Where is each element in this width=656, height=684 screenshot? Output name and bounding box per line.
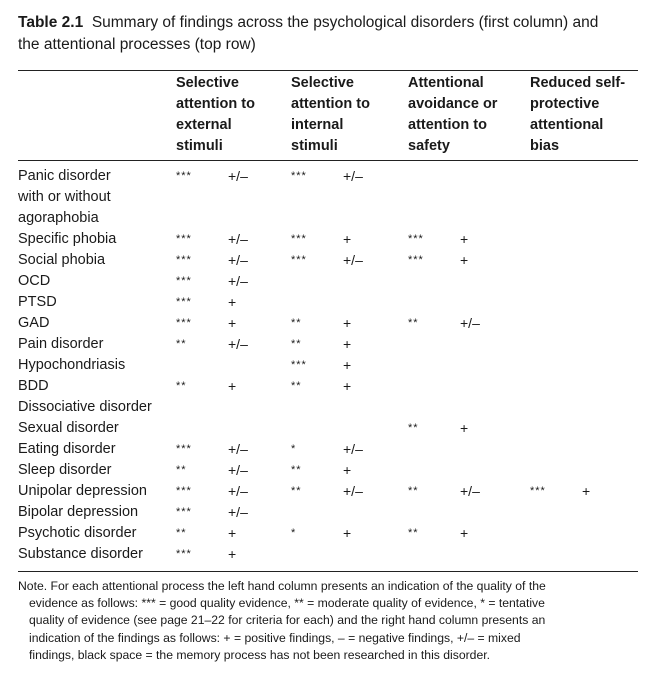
caption-line-2: the attentional processes (top row) [18, 36, 256, 53]
finding-cell: +/– [228, 336, 248, 352]
row-label-line: Specific phobia [18, 231, 117, 247]
row-label [18, 229, 116, 250]
row-label-line: Pain disorder [18, 336, 104, 352]
finding-cell: +/– [228, 504, 248, 520]
table-caption [18, 12, 638, 56]
row-label [18, 250, 105, 271]
finding-cell: + [343, 357, 352, 373]
row-label-line: Substance disorder [18, 546, 143, 562]
row-label-line: Dissociative disorder [18, 399, 152, 415]
finding-cell: + [343, 525, 352, 541]
finding-cell: +/– [228, 231, 248, 247]
finding-cell: +/– [228, 273, 248, 289]
evidence-quality-cell: *** [291, 233, 307, 245]
note-line: evidence as follows: *** = good quality evidence, ** = moderate quality of evidence, * = tentative [29, 596, 545, 611]
bottom-rule [18, 571, 638, 572]
finding-cell: + [343, 462, 352, 478]
evidence-quality-cell: *** [176, 317, 192, 329]
evidence-quality-cell: *** [291, 170, 307, 182]
row-label [18, 460, 112, 481]
finding-cell: + [343, 315, 352, 331]
column-header [408, 73, 497, 157]
column-header-line: protective [530, 96, 600, 112]
row-label-line: Psychotic disorder [18, 525, 137, 541]
finding-cell: + [582, 483, 591, 499]
evidence-quality-cell: ** [408, 317, 419, 329]
finding-cell: + [228, 315, 237, 331]
row-label [18, 355, 125, 376]
column-header-line: attention to [408, 117, 487, 133]
note-line: quality of evidence (see page 21–22 for criteria for each) and the right hand column presents an [29, 613, 546, 628]
column-header-line: safety [408, 138, 450, 154]
column-header-line: attentional [530, 117, 604, 133]
column-header-line: internal [291, 117, 344, 133]
evidence-quality-cell: * [291, 443, 297, 455]
evidence-quality-cell: *** [176, 485, 192, 497]
note-line: Note. For each attentional process the left hand column presents an indication of the quality of the [18, 579, 546, 593]
evidence-quality-cell: *** [291, 254, 307, 266]
column-header-line: Selective [176, 75, 239, 91]
row-label-line: PTSD [18, 294, 57, 310]
row-label-line: Hypochondriasis [18, 357, 126, 373]
evidence-quality-cell: ** [176, 338, 187, 350]
evidence-quality-cell: ** [291, 464, 302, 476]
evidence-quality-cell: ** [291, 380, 302, 392]
table-note [18, 578, 638, 664]
evidence-quality-cell: *** [291, 359, 307, 371]
finding-cell: +/– [343, 441, 363, 457]
column-header-line: Attentional [408, 75, 484, 91]
finding-cell: +/– [228, 168, 248, 184]
evidence-quality-cell: ** [291, 338, 302, 350]
evidence-quality-cell: ** [408, 527, 419, 539]
finding-cell: + [228, 546, 237, 562]
evidence-quality-cell: ** [176, 380, 187, 392]
evidence-quality-cell: ** [408, 485, 419, 497]
finding-cell: + [460, 252, 469, 268]
top-rule [18, 70, 638, 71]
finding-cell: + [228, 294, 237, 310]
evidence-quality-cell: *** [176, 296, 192, 308]
finding-cell: + [343, 378, 352, 394]
evidence-quality-cell: ** [291, 317, 302, 329]
row-label-line: Bipolar depression [18, 504, 139, 520]
column-header-line: avoidance or [408, 96, 498, 112]
row-label-line: Social phobia [18, 252, 106, 268]
table-label: Table 2.1 [18, 14, 84, 31]
row-label-line: Sleep disorder [18, 462, 112, 478]
row-label-line: GAD [18, 315, 50, 331]
row-label [18, 439, 116, 460]
finding-cell: +/– [343, 168, 363, 184]
row-label [18, 313, 49, 334]
evidence-quality-cell: *** [530, 485, 546, 497]
finding-cell: + [343, 336, 352, 352]
evidence-quality-cell: *** [176, 443, 192, 455]
column-header-line: stimuli [291, 138, 338, 154]
evidence-quality-cell: *** [408, 254, 424, 266]
column-header-line: attention to [176, 96, 255, 112]
finding-cell: +/– [460, 483, 480, 499]
column-header-line: Selective [291, 75, 354, 91]
evidence-quality-cell: ** [291, 485, 302, 497]
column-header [291, 73, 370, 157]
column-header [530, 73, 625, 157]
evidence-quality-cell: ** [176, 527, 187, 539]
evidence-quality-cell: *** [408, 233, 424, 245]
caption-line-1: Summary of findings across the psychological disorders (first column) and [91, 14, 599, 31]
finding-cell: + [460, 525, 469, 541]
row-label [18, 418, 119, 439]
finding-cell: +/– [343, 483, 363, 499]
note-line: indication of the findings as follows: + = positive findings, – = negative findings, +/– = mixed [29, 630, 521, 645]
evidence-quality-cell: *** [176, 254, 192, 266]
evidence-quality-cell: *** [176, 506, 192, 518]
finding-cell: +/– [228, 483, 248, 499]
row-label [18, 481, 147, 502]
evidence-quality-cell: * [291, 527, 297, 539]
row-label-line: OCD [18, 273, 51, 289]
row-label [18, 292, 57, 313]
evidence-quality-cell: *** [176, 275, 192, 287]
row-label [18, 544, 143, 565]
row-label [18, 523, 136, 544]
column-header-line: bias [530, 138, 560, 154]
row-label-line: Panic disorder [18, 168, 111, 184]
finding-cell: + [343, 231, 352, 247]
finding-cell: + [460, 420, 469, 436]
row-label [18, 334, 103, 355]
row-label [18, 166, 111, 229]
row-label [18, 376, 49, 397]
evidence-quality-cell: *** [176, 233, 192, 245]
finding-cell: +/– [228, 462, 248, 478]
row-label-line: Unipolar depression [18, 483, 147, 499]
evidence-quality-cell: *** [176, 170, 192, 182]
finding-cell: + [460, 231, 469, 247]
finding-cell: + [228, 525, 237, 541]
note-line: findings, black space = the memory process has not been researched in this disorder. [29, 647, 491, 662]
row-label-line: agoraphobia [18, 210, 99, 226]
row-label-line: Eating disorder [18, 441, 116, 457]
row-label-line: BDD [18, 378, 49, 394]
row-label [18, 271, 50, 292]
header-rule [18, 160, 638, 161]
row-label-line: with or without [18, 189, 111, 205]
finding-cell: +/– [343, 252, 363, 268]
column-header-line: external [176, 117, 232, 133]
evidence-quality-cell: *** [176, 548, 192, 560]
finding-cell: +/– [228, 252, 248, 268]
row-label [18, 502, 138, 523]
row-label-line: Sexual disorder [18, 420, 119, 436]
evidence-quality-cell: ** [176, 464, 187, 476]
column-header-line: attention to [291, 96, 370, 112]
column-header-line: Reduced self- [530, 75, 626, 91]
row-label [18, 397, 152, 418]
finding-cell: + [228, 378, 237, 394]
column-header-line: stimuli [176, 138, 223, 154]
finding-cell: +/– [460, 315, 480, 331]
column-header [176, 73, 255, 157]
finding-cell: +/– [228, 441, 248, 457]
evidence-quality-cell: ** [408, 422, 419, 434]
